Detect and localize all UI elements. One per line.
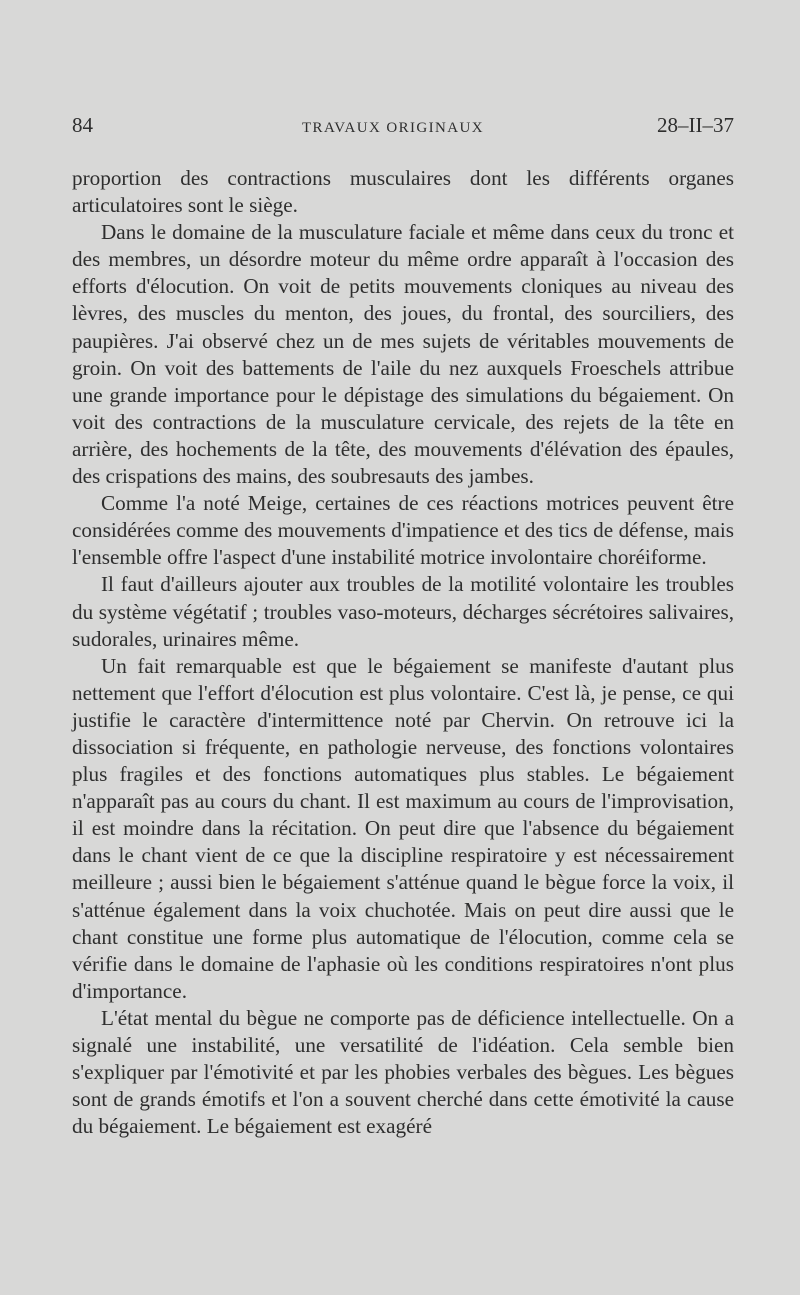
paragraph: Comme l'a noté Meige, certaines de ces réactions motrices peuvent être considérées comme des mouvements d'impatience et des tics de défense, mais l'ensemble offre l'aspect d'une instabilité motrice involontaire choréiforme. <box>72 491 734 570</box>
book-page <box>72 113 734 1140</box>
paragraph: Dans le domaine de la musculature faciale et même dans ceux du tronc et des membres, un désordre moteur du même ordre apparaît à l'occasion des efforts d'élocution. On voit de petits mouvements cloniques au niveau des lèvres, des muscles du menton, des joues, du frontal, des sourciliers, des paupières. J'ai observé chez un de mes sujets de véritables mouvements de groin. On voit des battements de l'aile du nez auxquels Froeschels attribue une grande importance pour le dépistage des simulations du bégaiement. On voit des contractions de la musculature cervicale, des rejets de la tête en arrière, des hochements de la tête, des mouvements d'élévation des épaules, des crispations des mains, des soubresauts des jambes. <box>72 220 734 489</box>
page-number: 84 <box>72 113 93 137</box>
paragraph: L'état mental du bègue ne comporte pas de déficience intellectuelle. On a signalé une instabilité, une versatilité de l'idéation. Cela semble bien s'expliquer par l'émotivité et par les phobies verbales des bègues. Les bègues sont de grands émotifs et l'on a souvent cherché dans cette émotivité la cause du bégaiement. Le bégaiement est exagéré <box>72 1005 734 1139</box>
running-header <box>72 113 734 149</box>
paragraph: Il faut d'ailleurs ajouter aux troubles de la motilité volontaire les troubles du système végétatif ; troubles vaso-moteurs, décharges sécrétoires salivaires, sudorales, urinaires même. <box>72 572 734 651</box>
running-title: TRAVAUX ORIGINAUX <box>301 120 484 136</box>
issue-date: 28–II–37 <box>657 113 734 137</box>
body-text <box>72 165 734 1140</box>
paragraph: Un fait remarquable est que le bégaiement se manifeste d'autant plus nettement que l'effort d'élocution est plus volontaire. C'est là, je pense, ce qui justifie le caractère d'intermittence noté par Chervin. On retrouve ici la dissociation si fréquente, en pathologie nerveuse, des fonctions volontaires plus fragiles et des fonctions automatiques plus stables. Le bégaiement n'apparaît pas au cours du chant. Il est maximum au cours de l'improvisation, il est moindre dans la récitation. On peut dire que l'absence du bégaiement dans le chant vient de ce que la discipline respiratoire y est nécessairement meilleure ; aussi bien le bégaiement s'atténue quand le bègue force la voix, il s'atténue également dans la voix chuchotée. Mais on peut dire aussi que le chant constitue une forme plus automatique de l'élocution, comme cela se vérifie dans le domaine de l'aphasie où les conditions respiratoires n'ont plus d'importance. <box>72 653 734 1003</box>
paragraph-continuation: proportion des contractions musculaires dont les différents organes articulatoires sont le siège. <box>72 166 734 218</box>
